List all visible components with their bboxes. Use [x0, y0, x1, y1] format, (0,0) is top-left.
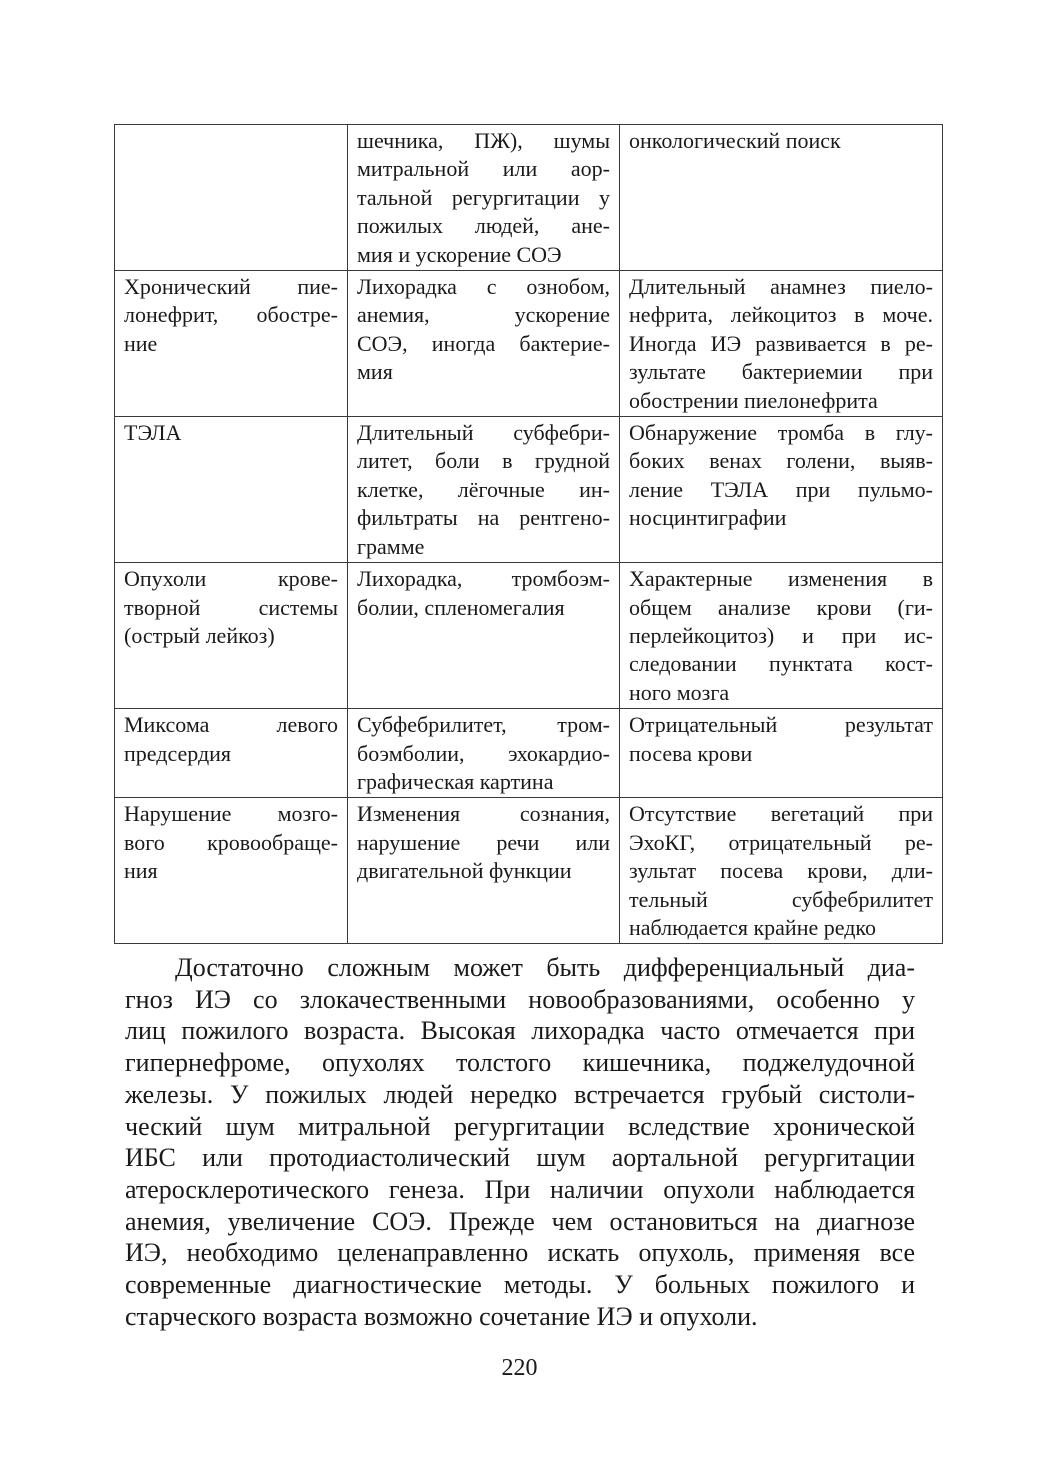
cell-text-line: Отрицательный результат: [629, 712, 933, 738]
cell-text-line: боких венах голени, выяв-: [629, 448, 933, 474]
cell-text-line: Опухоли крове-: [124, 566, 338, 592]
cell-text-line: онкологический поиск: [629, 128, 841, 153]
distinguishing-features-cell: [620, 125, 943, 271]
distinguishing-features-cell: [620, 709, 943, 798]
paragraph-line: атеросклеротического генеза. При наличии опухоли наблюдается: [125, 1174, 915, 1204]
cell-text-line: ние: [124, 330, 158, 356]
cell-text-line: ТЭЛА: [124, 420, 182, 446]
clinical-signs-cell: [348, 798, 620, 944]
distinguishing-features-cell: [620, 563, 943, 709]
table-row: [115, 271, 943, 417]
cell-text-line: Длительный анамнез пиело-: [629, 274, 933, 300]
paragraph-line: современные диагностические методы. У больных пожилого и: [125, 1270, 915, 1300]
cell-text-line: носцинтиграфии: [629, 505, 787, 531]
paragraph-line: лиц пожилого возраста. Высокая лихорадка часто отмечается при: [125, 1016, 915, 1046]
condition-cell: [115, 271, 348, 417]
cell-text-line: ЭхоКГ, отрицательный ре-: [629, 829, 933, 855]
cell-text-line: зультате бактериемии при: [629, 359, 933, 385]
cell-text-line: Отсутствие вегетаций при: [629, 801, 933, 827]
cell-text-line: митральной или аор-: [357, 156, 610, 182]
paragraph-line: железы. У пожилых людей нередко встречается грубый систоли-: [125, 1079, 915, 1109]
cell-text-line: общем анализе крови (ги-: [629, 594, 933, 620]
cell-text-line: ния: [124, 858, 158, 884]
page-number: 220: [501, 1355, 538, 1381]
cell-text-line: посева крови: [629, 740, 753, 766]
cell-text-line: Субфебрилитет, тром-: [357, 712, 610, 738]
cell-text-line: Лихорадка с ознобом,: [357, 274, 610, 300]
clinical-signs-cell: [348, 709, 620, 798]
cell-text-line: боэмболии, эхокардио-: [357, 740, 610, 766]
cell-text-line: следовании пунктата кост-: [629, 651, 933, 677]
table-row: [115, 563, 943, 709]
cell-text-line: обострении пиелонефрита: [629, 387, 878, 413]
cell-text-line: анемия, ускорение: [357, 302, 610, 328]
cell-text-line: пожилых людей, ане-: [357, 213, 610, 239]
cell-text-line: СОЭ, иногда бактерие-: [357, 330, 610, 356]
cell-text-line: лонефрит, обостре-: [124, 302, 338, 328]
cell-text-line: Лихорадка, тромбоэм-: [357, 566, 610, 592]
cell-text-line: двигательной функции: [357, 858, 572, 884]
paragraph-line: ИЭ, необходимо целенаправленно искать опухоль, применяя все: [125, 1238, 915, 1268]
cell-text-line: грамме: [357, 533, 425, 559]
cell-text-line: ление ТЭЛА при пульмо-: [629, 476, 933, 502]
paragraph-line: анемия, увеличение СОЭ. Прежде чем остановиться на диагнозе: [125, 1206, 915, 1236]
condition-cell: [115, 417, 348, 563]
clinical-signs-cell: [348, 417, 620, 563]
cell-text-line: предсердия: [124, 740, 232, 766]
paragraph-line: гноз ИЭ со злокачественными новообразованиями, особенно у: [125, 984, 915, 1014]
table-row: [115, 417, 943, 563]
cell-text-line: фильтраты на рентгено-: [357, 505, 610, 531]
cell-text-line: Нарушение мозго-: [124, 801, 338, 827]
cell-text-line: зультат посева крови, дли-: [629, 858, 933, 884]
cell-text-line: литет, боли в грудной: [357, 448, 610, 474]
cell-text-line: тальной регургитации у: [357, 184, 610, 210]
table-row: [115, 125, 943, 271]
table-row: [115, 709, 943, 798]
cell-text-line: Миксома левого: [124, 712, 338, 738]
cell-text-line: клетке, лёгочные ин-: [357, 476, 610, 502]
clinical-signs-cell: [348, 271, 620, 417]
paragraph-line: Достаточно сложным может быть дифференциальный диа-: [175, 953, 915, 982]
paragraph-line: гипернефроме, опухолях толстого кишечника, поджелудочной: [125, 1048, 915, 1078]
cell-text-line: Иногда ИЭ развивается в ре-: [629, 330, 933, 356]
cell-text-line: творной системы: [124, 594, 338, 620]
cell-text-line: Хронический пие-: [124, 274, 338, 300]
distinguishing-features-cell: [620, 798, 943, 944]
cell-text-line: Длительный субфебри-: [357, 420, 610, 446]
cell-text-line: перлейкоцитоз) и при ис-: [629, 622, 933, 648]
paragraph-line: старческого возраста возможно сочетание ИЭ и опухоли.: [125, 1301, 758, 1331]
table-body: [115, 125, 943, 944]
paragraph-line: ческий шум митральной регургитации вследствие хронической: [125, 1111, 915, 1141]
cell-text-line: болии, спленомегалия: [357, 594, 565, 620]
distinguishing-features-cell: [620, 417, 943, 563]
cell-text-line: тельный субфебрилитет: [629, 886, 933, 912]
cell-text-line: вого кровообраще-: [124, 829, 338, 855]
cell-text-line: Характерные изменения в: [629, 566, 933, 592]
cell-text-line: мия: [357, 359, 393, 385]
cell-text-line: Изменения сознания,: [357, 801, 610, 827]
cell-text-line: мия и ускорение СОЭ: [357, 241, 562, 267]
cell-text-line: (острый лейкоз): [124, 622, 275, 648]
paragraph-line: ИБС или протодиастолический шум аортальной регургитации: [125, 1143, 915, 1173]
condition-cell: [115, 125, 348, 271]
cell-text-line: Обнаружение тромба в глу-: [629, 420, 933, 446]
cell-text-line: нарушение речи или: [357, 829, 610, 855]
condition-cell: [115, 709, 348, 798]
table-row: [115, 798, 943, 944]
cell-text-line: наблюдается крайне редко: [629, 914, 876, 940]
clinical-signs-cell: [348, 563, 620, 709]
cell-text-line: шечника, ПЖ), шумы: [357, 128, 610, 153]
differential-diagnosis-table: [114, 124, 943, 944]
body-paragraph: [125, 952, 915, 1332]
distinguishing-features-cell: [620, 271, 943, 417]
cell-text-line: нефрита, лейкоцитоз в моче.: [629, 302, 933, 328]
cell-text-line: графическая картина: [357, 768, 554, 794]
cell-text-line: ного мозга: [629, 679, 730, 705]
condition-cell: [115, 798, 348, 944]
condition-cell: [115, 563, 348, 709]
clinical-signs-cell: [348, 125, 620, 271]
